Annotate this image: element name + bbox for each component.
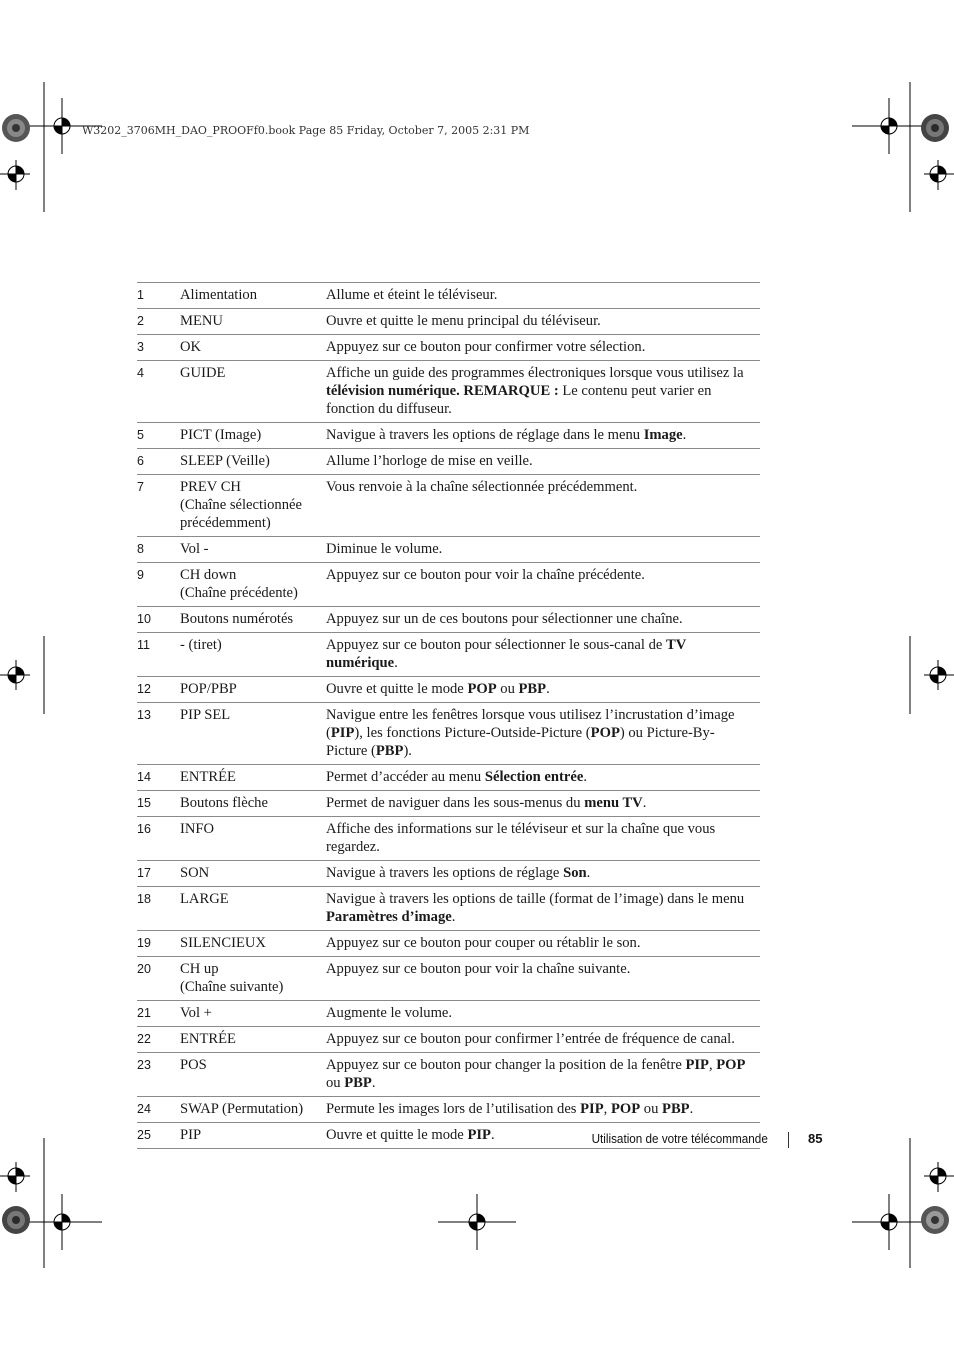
description-text: . (682, 427, 687, 443)
description-cell (326, 791, 760, 817)
description-text: . (642, 795, 647, 811)
table-row (137, 449, 760, 475)
description-emphasis: PIP (467, 1127, 491, 1143)
description-emphasis: PIP (685, 1057, 709, 1073)
description-text: Vous renvoie à la chaîne sélectionnée précédemment. (326, 479, 638, 495)
description-cell (326, 677, 760, 703)
button-name: Alimentation (180, 287, 258, 303)
button-name: OK (180, 339, 202, 355)
description-text: Appuyez sur ce bouton pour sélectionner le sous-canal de (326, 637, 667, 653)
description-text: Navigue à travers les options de réglage dans le menu (326, 427, 644, 443)
button-name: PIP SEL (180, 707, 231, 723)
description-cell (326, 861, 760, 887)
table-row (137, 1097, 760, 1123)
table-row (137, 361, 760, 423)
description-text: Permet d’accéder au menu (326, 769, 485, 785)
row-number: 3 (137, 335, 180, 361)
description-emphasis: PBP (518, 681, 547, 697)
description-emphasis: Paramètres d’image (326, 909, 452, 925)
button-name-cell (180, 309, 326, 335)
description-cell (326, 475, 760, 537)
description-cell (326, 1001, 760, 1027)
button-name: MENU (180, 313, 223, 329)
description-text: ou (640, 1101, 663, 1117)
row-number: 18 (137, 887, 180, 931)
row-number: 25 (137, 1123, 180, 1149)
table-row (137, 817, 760, 861)
description-text: , (708, 1057, 717, 1073)
description-text: Appuyez sur ce bouton pour voir la chaîne suivante. (326, 961, 631, 977)
table-row (137, 931, 760, 957)
description-cell (326, 957, 760, 1001)
row-number: 10 (137, 607, 180, 633)
table-row (137, 563, 760, 607)
row-number: 9 (137, 563, 180, 607)
description-text: Allume l’horloge de mise en veille. (326, 453, 533, 469)
button-name-cell (180, 957, 326, 1001)
description-text: Diminue le volume. (326, 541, 443, 557)
row-number: 13 (137, 703, 180, 765)
description-emphasis: PBP (662, 1101, 690, 1117)
description-emphasis: menu TV (584, 795, 643, 811)
button-name-translation: (Chaîne précédente) (180, 585, 298, 601)
description-cell (326, 283, 760, 309)
button-name: LARGE (180, 891, 229, 907)
description-text: Navigue à travers les options de réglage (326, 865, 564, 881)
row-number: 6 (137, 449, 180, 475)
table-row (137, 283, 760, 309)
button-name: SLEEP (Veille) (180, 453, 270, 469)
table-row (137, 537, 760, 563)
description-cell (326, 765, 760, 791)
description-text: . (583, 769, 587, 785)
description-text: Appuyez sur ce bouton pour confirmer votre sélection. (326, 339, 646, 355)
description-text: Ouvre et quitte le menu principal du téléviseur. (326, 313, 601, 329)
description-text: Appuyez sur ce bouton pour voir la chaîne précédente. (326, 567, 645, 583)
description-text: Appuyez sur ce bouton pour changer la position de la fenêtre (326, 1057, 686, 1073)
button-name: ENTRÉE (180, 769, 236, 785)
button-name: PICT (Image) (180, 427, 262, 443)
table-row (137, 423, 760, 449)
button-name-cell (180, 765, 326, 791)
button-name: Vol + (180, 1005, 212, 1021)
table-row (137, 475, 760, 537)
description-cell (326, 607, 760, 633)
button-name-cell (180, 475, 326, 537)
description-emphasis: Son (563, 865, 587, 881)
row-number: 17 (137, 861, 180, 887)
description-text: . (490, 1127, 495, 1143)
page-number: 85 (808, 1131, 823, 1146)
description-emphasis: PIP (330, 725, 355, 741)
description-text: Affiche un guide des programmes électroniques lorsque vous utilisez la (326, 365, 744, 381)
button-name: INFO (180, 821, 215, 837)
table-row (137, 633, 760, 677)
description-text: . (586, 865, 591, 881)
description-text: Appuyez sur ce bouton pour confirmer l’entrée de fréquence de canal. (326, 1031, 735, 1047)
button-name: Boutons flèche (180, 795, 268, 811)
row-number: 2 (137, 309, 180, 335)
description-text: Affiche des informations sur le téléviseur et sur la chaîne que vous regardez. (326, 821, 716, 855)
button-name-cell (180, 361, 326, 423)
description-cell (326, 309, 760, 335)
description-cell (326, 633, 760, 677)
button-name-cell (180, 1001, 326, 1027)
table-row (137, 861, 760, 887)
table-row (137, 887, 760, 931)
row-number: 12 (137, 677, 180, 703)
description-emphasis: télévision numérique. REMARQUE : (326, 383, 559, 399)
button-name-cell (180, 817, 326, 861)
description-text: Appuyez sur ce bouton pour couper ou rétablir le son. (326, 935, 641, 951)
description-text: Appuyez sur un de ces boutons pour sélectionner une chaîne. (326, 611, 683, 627)
description-text: ), les fonctions Picture-Outside-Picture ( (354, 725, 591, 741)
description-emphasis: POP (590, 725, 620, 741)
table-row (137, 309, 760, 335)
row-number: 11 (137, 633, 180, 677)
description-text: ou (326, 1075, 345, 1091)
button-name: SILENCIEUX (180, 935, 266, 951)
button-name-cell (180, 703, 326, 765)
button-name-cell (180, 633, 326, 677)
button-name-cell (180, 1053, 326, 1097)
table-row (137, 791, 760, 817)
description-text: Augmente le volume. (326, 1005, 453, 1021)
table-row (137, 1027, 760, 1053)
description-cell (326, 361, 760, 423)
row-number: 22 (137, 1027, 180, 1053)
button-name-translation: (Chaîne suivante) (180, 979, 284, 995)
print-header: W3202_3706MH_DAO_PROOFf0.book Page 85 Friday, October 7, 2005 2:31 PM (82, 124, 530, 137)
button-name: SON (180, 865, 210, 881)
row-number: 23 (137, 1053, 180, 1097)
description-cell (326, 537, 760, 563)
description-text: Permute les images lors de l’utilisation des (326, 1101, 581, 1117)
description-text: . (546, 681, 550, 697)
description-text: . (371, 1075, 376, 1091)
button-name-cell (180, 887, 326, 931)
description-text: . (394, 655, 398, 671)
button-name: POP/PBP (180, 681, 237, 697)
description-text: Allume et éteint le téléviseur. (326, 287, 498, 303)
description-emphasis: TV numérique (326, 637, 687, 671)
description-text: Navigue à travers les options de taille (format de l’image) dans le menu (326, 891, 745, 907)
button-name-cell (180, 607, 326, 633)
description-cell (326, 449, 760, 475)
description-text: ). (403, 743, 412, 759)
row-number: 5 (137, 423, 180, 449)
button-name: PREV CH (180, 479, 241, 495)
button-name: - (tiret) (180, 637, 222, 653)
button-name: Boutons numérotés (180, 611, 294, 627)
button-name: SWAP (Permutation) (180, 1101, 304, 1117)
description-emphasis: Image (643, 427, 683, 443)
description-text: Ouvre et quitte le mode (326, 1127, 468, 1143)
description-cell (326, 703, 760, 765)
description-text: Navigue entre les fenêtres lorsque vous utilisez l’incrustation d’image ( (326, 707, 735, 741)
row-number: 20 (137, 957, 180, 1001)
button-name-cell (180, 563, 326, 607)
description-cell (326, 335, 760, 361)
button-name-translation: (Chaîne sélectionnée précédemment) (180, 497, 302, 531)
button-name: CH up (180, 961, 219, 977)
table-row (137, 765, 760, 791)
description-emphasis: POP (716, 1057, 746, 1073)
table-row (137, 957, 760, 1001)
table-row (137, 1001, 760, 1027)
button-name: Vol - (180, 541, 209, 557)
description-emphasis: POP (610, 1101, 641, 1117)
description-cell (326, 1097, 760, 1123)
button-name-cell (180, 861, 326, 887)
button-name-cell (180, 931, 326, 957)
button-name-cell (180, 335, 326, 361)
button-name-cell (180, 449, 326, 475)
description-text: . (451, 909, 456, 925)
description-text: . (689, 1101, 694, 1117)
description-cell (326, 563, 760, 607)
table-row (137, 677, 760, 703)
button-name: PIP (180, 1127, 202, 1143)
remote-buttons-table (137, 282, 760, 1149)
description-text: Ouvre et quitte le mode (326, 681, 468, 697)
button-name-cell (180, 423, 326, 449)
button-name-cell (180, 677, 326, 703)
button-name: GUIDE (180, 365, 226, 381)
row-number: 4 (137, 361, 180, 423)
button-name-cell (180, 1097, 326, 1123)
description-text: ) ou Picture-By-Picture ( (326, 725, 715, 759)
description-emphasis: PBP (375, 743, 404, 759)
description-emphasis: POP (467, 681, 497, 697)
button-name: POS (180, 1057, 207, 1073)
description-cell (326, 887, 760, 931)
row-number: 8 (137, 537, 180, 563)
description-cell (326, 1027, 760, 1053)
button-name-cell (180, 283, 326, 309)
button-name: ENTRÉE (180, 1031, 236, 1047)
row-number: 14 (137, 765, 180, 791)
description-text: Permet de naviguer dans les sous-menus du (326, 795, 585, 811)
description-cell (326, 423, 760, 449)
table-row (137, 607, 760, 633)
button-name-cell (180, 1123, 326, 1149)
description-cell (326, 1053, 760, 1097)
description-cell (326, 817, 760, 861)
table-row (137, 703, 760, 765)
section-title: Utilisation de votre télécommande (591, 1131, 768, 1146)
button-name-cell (180, 537, 326, 563)
description-emphasis: PIP (580, 1101, 604, 1117)
row-number: 7 (137, 475, 180, 537)
description-text: ou (496, 681, 519, 697)
row-number: 19 (137, 931, 180, 957)
row-number: 15 (137, 791, 180, 817)
table-row (137, 335, 760, 361)
description-text: , (603, 1101, 611, 1117)
description-text: Le contenu peut varier en fonction du diffuseur. (326, 383, 712, 417)
description-emphasis: PBP (344, 1075, 372, 1091)
button-name-cell (180, 1027, 326, 1053)
description-emphasis: Sélection entrée (484, 769, 584, 785)
button-name: CH down (180, 567, 237, 583)
row-number: 21 (137, 1001, 180, 1027)
row-number: 24 (137, 1097, 180, 1123)
button-name-cell (180, 791, 326, 817)
description-cell (326, 931, 760, 957)
table-row (137, 1053, 760, 1097)
footer-separator (788, 1132, 789, 1148)
row-number: 16 (137, 817, 180, 861)
row-number: 1 (137, 283, 180, 309)
